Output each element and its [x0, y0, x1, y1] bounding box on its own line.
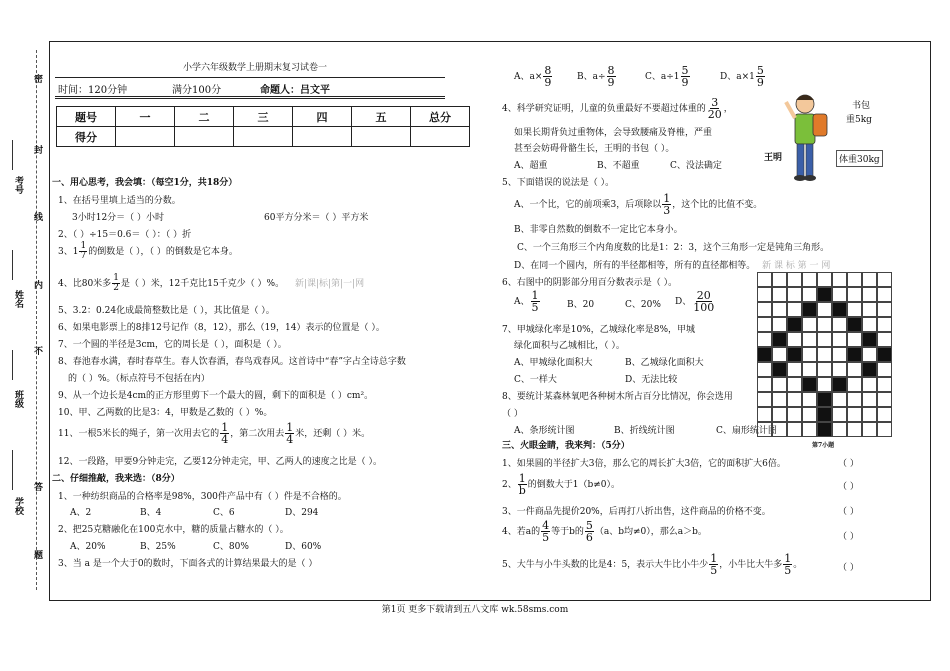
- score-input-cell[interactable]: [293, 127, 352, 147]
- seal-line: [36, 50, 37, 590]
- question-text: 是（ ）米，12千克比15千克少（ ）%。: [120, 279, 285, 289]
- grid-cell: [802, 392, 817, 407]
- page-title: 小学六年级数学上册期末复习试卷一: [183, 63, 328, 73]
- side-label-school: 学校: [13, 497, 23, 515]
- question-line: 4、若a的 $\frac{4}{5}$ 等于b的 $\frac{5}{6}$ （a、b均≠0），那么a＞b。: [502, 519, 707, 544]
- grid-cell: [832, 317, 847, 332]
- score-input-cell[interactable]: [234, 127, 293, 147]
- score-input-cell[interactable]: [175, 127, 234, 147]
- grid-cell-shaded: [847, 347, 862, 362]
- question-text: ，第二次用去: [230, 429, 285, 439]
- grid-cell: [817, 347, 832, 362]
- grid-cell-shaded: [862, 362, 877, 377]
- score-input-cell[interactable]: [411, 127, 470, 147]
- grid-cell-shaded: [817, 287, 832, 302]
- question-text: 3、1: [58, 247, 79, 257]
- option: C、80%: [213, 542, 249, 552]
- fraction: $\frac{1}{2}$: [113, 273, 119, 293]
- question-text: ，这个比的比值不变。: [672, 200, 763, 210]
- question-text: 60平方分米＝（ ）平方米: [264, 213, 369, 223]
- seal-mark: 不: [34, 347, 44, 357]
- grid-cell-shaded: [772, 332, 787, 347]
- score-header-cell: 三: [234, 107, 293, 127]
- grid-cell: [862, 287, 877, 302]
- question-text: 5、3.2：0.24化成最简整数比是（ ），其比值是（ ）。: [58, 306, 275, 316]
- grid-cell: [862, 422, 877, 437]
- grid-cell: [832, 287, 847, 302]
- option: A、甲城绿化面积大: [514, 358, 593, 368]
- question-text: 的倒数大于1（b≠0）。: [527, 480, 621, 490]
- page-footer: 第1页 更多下载请到五八文库 wk.58sms.com: [381, 605, 569, 615]
- grid-cell: [877, 272, 892, 287]
- bag-label: 书包: [852, 101, 871, 111]
- option: C、20%: [625, 300, 661, 310]
- grid-cell: [877, 317, 892, 332]
- option: B、不超重: [597, 161, 640, 171]
- option: A、超重: [514, 161, 548, 171]
- grid-cell: [877, 377, 892, 392]
- question-text: 的（ ）%。（标点符号不包括在内）: [68, 374, 210, 384]
- grid-cell: [757, 302, 772, 317]
- grid-cell: [772, 347, 787, 362]
- grid-cell: [877, 392, 892, 407]
- option: C、没法确定: [670, 161, 722, 171]
- grid-cell-shaded: [877, 347, 892, 362]
- question-text: 1、在括号里填上适当的分数。: [58, 196, 181, 206]
- grid-cell: [847, 392, 862, 407]
- grid-cell: [772, 287, 787, 302]
- question-text: 8、春池春水满，春时春草生。春人饮春酒，春鸟戏春风。这首诗中“春”字占全诗总字数: [58, 357, 406, 367]
- grid-cell: [817, 332, 832, 347]
- fraction: $\frac{1}{b}$: [518, 472, 526, 497]
- fraction: $\frac{20}{100}$: [693, 289, 715, 314]
- question-text: 的倒数是（ ），（ ）的倒数是它本身。: [88, 247, 238, 257]
- question-line: [58, 242, 238, 261]
- grid-cell: [802, 332, 817, 347]
- grid-cell-shaded: [832, 377, 847, 392]
- watermark: 新 课 标 第 一 网: [762, 261, 831, 271]
- question-text: 1、如果圆的半径扩大3倍，那么它的周长扩大3倍，它的面积扩大6倍。: [502, 459, 786, 469]
- seal-mark: 内: [34, 281, 44, 291]
- grid-cell: [757, 407, 772, 422]
- grid-cell: [757, 422, 772, 437]
- answer-paren[interactable]: （ ）: [838, 459, 859, 469]
- seal-mark: 题: [34, 551, 44, 561]
- question-text: 4、科学研究证明，儿童的负重最好不要超过体重的: [502, 104, 706, 114]
- section-3-title: 三、火眼金睛，我来判：（5分）: [502, 441, 630, 451]
- grid-cell: [862, 317, 877, 332]
- boy-illustration: [760, 88, 890, 188]
- grid-cell: [787, 362, 802, 377]
- score-input-cell[interactable]: [116, 127, 175, 147]
- question-text: 7、甲城绿化率是10%，乙城绿化率是8%，甲城: [502, 325, 696, 335]
- grid-cell-shaded: [802, 302, 817, 317]
- option: C、一样大: [514, 375, 557, 385]
- grid-cell-shaded: [802, 377, 817, 392]
- score-input-cell[interactable]: [352, 127, 411, 147]
- question-text: 3、当 a 是一个大于0的数时，下面各式的计算结果最大的是（ ）: [58, 559, 318, 569]
- answer-paren[interactable]: （ ）: [838, 563, 859, 573]
- question-text: 3、一件商品先提价20%，后再打八折出售，这件商品的价格不变。: [502, 507, 771, 517]
- grid-cell-shaded: [772, 362, 787, 377]
- question-text: 12、一段路，甲要9分钟走完，乙要12分钟走完，甲、乙两人的速度之比是（ ）。: [58, 457, 382, 467]
- grid-cell: [757, 377, 772, 392]
- option: D、60%: [285, 542, 322, 552]
- grid-cell: [772, 377, 787, 392]
- grid-cell: [817, 272, 832, 287]
- grid-cell: [817, 317, 832, 332]
- question-text: 8、要统计某森林氧吧各种树木所占百分比情况，你会选用: [502, 392, 733, 402]
- fraction: $\frac{1}{3}$: [663, 192, 671, 217]
- grid-cell: [862, 377, 877, 392]
- grid-cell: [802, 272, 817, 287]
- grid-cell: [772, 392, 787, 407]
- question-text: C、一个三角形三个内角度数的比是1：2：3，这个三角形一定是钝角三角形。: [517, 243, 830, 253]
- fraction: $\frac{1}{4}$: [221, 421, 229, 446]
- grid-cell: [802, 422, 817, 437]
- answer-paren[interactable]: （ ）: [838, 482, 859, 492]
- side-label-exam-no: 考号: [13, 176, 23, 194]
- grid-cell-shaded: [787, 317, 802, 332]
- fraction: $\frac{5}{9}$: [756, 64, 764, 89]
- option: B、4: [140, 508, 162, 518]
- section-2-title: 二、仔细推敲，我来选：（8分）: [52, 474, 180, 484]
- grid-cell: [847, 332, 862, 347]
- grid-cell: [877, 302, 892, 317]
- grid-cell: [787, 332, 802, 347]
- grid-cell: [862, 392, 877, 407]
- grid-cell: [877, 287, 892, 302]
- grid-cell: [802, 317, 817, 332]
- grid-cell-shaded: [817, 422, 832, 437]
- option: B、25%: [140, 542, 176, 552]
- question-text: 6、右图中的阴影部分用百分数表示是（ ）。: [502, 278, 678, 288]
- grid-cell: [757, 392, 772, 407]
- option: B、20: [567, 300, 595, 310]
- grid-cell: [787, 272, 802, 287]
- grid-cell: [832, 407, 847, 422]
- score-table: [56, 106, 470, 147]
- grid-cell: [757, 272, 772, 287]
- fraction: $\frac{8}{9}$: [607, 64, 615, 89]
- grid-cell: [802, 347, 817, 362]
- question-line: 5、大牛与小牛头数的比是4：5，表示大牛比小牛少 $\frac{1}{5}$ ，小牛比大牛多 $\frac{1}{5}$ 。: [502, 552, 803, 577]
- question-text: 2、把25克糖融化在100克水中，糖的质量占糖水的（ ）。: [58, 525, 289, 535]
- answer-paren[interactable]: （ ）: [838, 507, 859, 517]
- question-line: 2、 $\frac{1}{b}$ 的倒数大于1（b≠0）。: [502, 472, 621, 497]
- grid-cell: [847, 272, 862, 287]
- grid-cell-shaded: [817, 407, 832, 422]
- question-line: [58, 274, 364, 293]
- grid-cell: [787, 422, 802, 437]
- grid-cell-shaded: [862, 332, 877, 347]
- grid-cell: [847, 407, 862, 422]
- question-line: [58, 422, 370, 445]
- score-header-cell: 总分: [411, 107, 470, 127]
- side-label-class: 班级: [13, 390, 23, 408]
- grid-cell: [877, 407, 892, 422]
- grid-cell: [772, 302, 787, 317]
- score-label-cell: 得分: [57, 127, 116, 147]
- grid-cell: [832, 347, 847, 362]
- option: B、折线统计图: [614, 426, 675, 436]
- question-text: 2、（ ）÷15＝0.6＝（ ）：（ ）折: [58, 230, 192, 240]
- option-line: D、a×1 $\frac{5}{9}$: [720, 64, 764, 89]
- grid-cell: [877, 332, 892, 347]
- section-1-title: 一、用心思考，我会填：（每空1分，共18分）: [52, 178, 238, 188]
- seal-mark: 封: [34, 146, 44, 156]
- question-text: （a、b均≠0），那么a＞b。: [594, 527, 707, 537]
- question-text: 11、一根5米长的绳子，第一次用去它的: [58, 429, 220, 439]
- question-text: 如果长期背负过重物体，会导致腰痛及脊椎，严重: [514, 128, 713, 138]
- question-text: 6、如果电影票上的8排12号记作（8，12），那么（19，14）表示的位置是（ ）。: [58, 323, 385, 333]
- fraction: $\frac{5}{9}$: [681, 64, 689, 89]
- score-header-cell: 一: [116, 107, 175, 127]
- grid-cell: [817, 377, 832, 392]
- grid-cell: [757, 317, 772, 332]
- question-line: [514, 193, 762, 216]
- option-line: C、a÷1 $\frac{5}{9}$: [645, 64, 689, 89]
- option: D、294: [285, 508, 319, 518]
- score-header-cell: 二: [175, 107, 234, 127]
- option: A、20%: [70, 542, 106, 552]
- grid-cell: [847, 377, 862, 392]
- option: B、乙城绿化面积大: [625, 358, 704, 368]
- question-text: B、非零自然数的倒数不一定比它本身小。: [514, 225, 683, 235]
- question-text: 3小时12分＝（ ）小时: [72, 213, 165, 223]
- grid-cell: [877, 362, 892, 377]
- grid-cell: [862, 347, 877, 362]
- grid-cell: [817, 362, 832, 377]
- fraction: $\frac{4}{5}$: [542, 519, 550, 544]
- question-text: 5、下面错误的说法是（ ）。: [502, 178, 615, 188]
- seal-mark: 密: [34, 75, 44, 85]
- exam-time: 时间：120分钟: [58, 85, 128, 96]
- option: A、2: [70, 508, 92, 518]
- question-text: 绿化面积与乙城相比，（ ）。: [514, 341, 625, 351]
- fraction: $\frac{5}{6}$: [585, 519, 593, 544]
- grid-cell: [847, 287, 862, 302]
- option: A、条形统计图: [514, 426, 575, 436]
- fraction: $\frac{1}{5}$: [531, 289, 539, 314]
- score-header-cell: 五: [352, 107, 411, 127]
- grid-cell: [832, 332, 847, 347]
- bag-weight-label: 重5kg: [846, 115, 872, 125]
- option-line: A、 $\frac{1}{5}$: [514, 289, 539, 314]
- grid-cell: [787, 407, 802, 422]
- grid-cell: [817, 302, 832, 317]
- grid-cell: [832, 392, 847, 407]
- seal-mark: 线: [34, 213, 44, 223]
- fraction: $\frac{1}{5}$: [710, 552, 718, 577]
- option: C、扇形统计图: [716, 426, 777, 436]
- fraction: $\frac{1}{4}$: [286, 421, 294, 446]
- grid-cell-shaded: [757, 347, 772, 362]
- boy-name-label: 王明: [764, 153, 783, 163]
- question-text: 甚至会妨碍骨骼生长，王明的书包（ ）。: [514, 144, 675, 154]
- grid-cell: [787, 287, 802, 302]
- body-weight-label: 体重30kg: [836, 150, 883, 167]
- grid-cell: [787, 302, 802, 317]
- question-text: A、一个比，它的前项乘3，后项除以: [514, 200, 662, 210]
- grid-cell: [847, 302, 862, 317]
- grid-cell-shaded: [832, 302, 847, 317]
- question-line: [514, 258, 830, 271]
- side-label-name: 姓名: [13, 290, 23, 308]
- question-text: 1、一种纺织商品的合格率是98%，300件产品中有（ ）件是不合格的。: [58, 492, 347, 502]
- option: D、无法比较: [625, 375, 678, 385]
- question-text: 4、比80米多: [58, 279, 112, 289]
- grid-cell: [832, 272, 847, 287]
- question-text: 7、一个圆的半径是3cm，它的周长是（ ），面积是（ ）。: [58, 340, 287, 350]
- grid-cell-shaded: [847, 317, 862, 332]
- exam-full-score: 满分100分: [172, 85, 222, 96]
- grid-cell: [772, 317, 787, 332]
- grid-cell: [802, 362, 817, 377]
- grid-cell: [772, 407, 787, 422]
- question-text: （ ）: [502, 409, 523, 419]
- grid-cell: [832, 422, 847, 437]
- grid-cell-shaded: [787, 347, 802, 362]
- question-text: 米，还剩（ ）米。: [295, 429, 371, 439]
- grid-cell: [877, 422, 892, 437]
- option-line: A、a× $\frac{8}{9}$: [514, 64, 552, 89]
- option-line: D、 $\frac{20}{100}$: [675, 289, 715, 314]
- score-header-cell: 题号: [57, 107, 116, 127]
- grid-cell: [757, 287, 772, 302]
- question-text: 10、甲、乙两数的比是3：4，甲数是乙数的（ ）%。: [58, 408, 273, 418]
- option-line: B、a÷ $\frac{8}{9}$: [577, 64, 615, 89]
- grid-cell: [862, 407, 877, 422]
- grid-cell: [847, 362, 862, 377]
- fraction: $\frac{1}{7}$: [80, 241, 87, 261]
- grid-cell: [802, 407, 817, 422]
- grid-cell-shaded: [817, 392, 832, 407]
- fraction: $\frac{8}{9}$: [544, 64, 552, 89]
- fraction: $\frac{3}{20}$: [707, 96, 722, 121]
- grid-caption: 第7小题: [812, 442, 835, 449]
- option: C、6: [213, 508, 235, 518]
- grid-cell: [772, 422, 787, 437]
- grid-cell: [757, 362, 772, 377]
- boy-figure: [760, 88, 890, 188]
- grid-cell: [862, 272, 877, 287]
- question-text: 9、从一个边长是4cm的正方形里剪下一个最大的圆，剩下的面积是（ ）cm²。: [58, 391, 374, 401]
- grid-cell: [787, 377, 802, 392]
- grid-cell: [832, 362, 847, 377]
- grid-cell: [787, 392, 802, 407]
- question-line: 4、科学研究证明，儿童的负重最好不要超过体重的 $\frac{3}{20}$ ，: [502, 96, 733, 121]
- grid-cell: [802, 287, 817, 302]
- fraction: $\frac{1}{5}$: [784, 552, 792, 577]
- grid-cell: [757, 332, 772, 347]
- exam-author: 命题人：吕文平: [260, 85, 330, 96]
- grid-cell: [772, 272, 787, 287]
- score-header-cell: 四: [293, 107, 352, 127]
- seal-mark: 答: [34, 483, 44, 493]
- watermark: 新|课|标|第|一|网: [294, 279, 365, 289]
- answer-paren[interactable]: （ ）: [838, 532, 859, 542]
- grid-cell: [862, 302, 877, 317]
- question-text: D、在同一个圆内，所有的半径都相等，所有的直径都相等。: [514, 261, 756, 271]
- grid-cell: [847, 422, 862, 437]
